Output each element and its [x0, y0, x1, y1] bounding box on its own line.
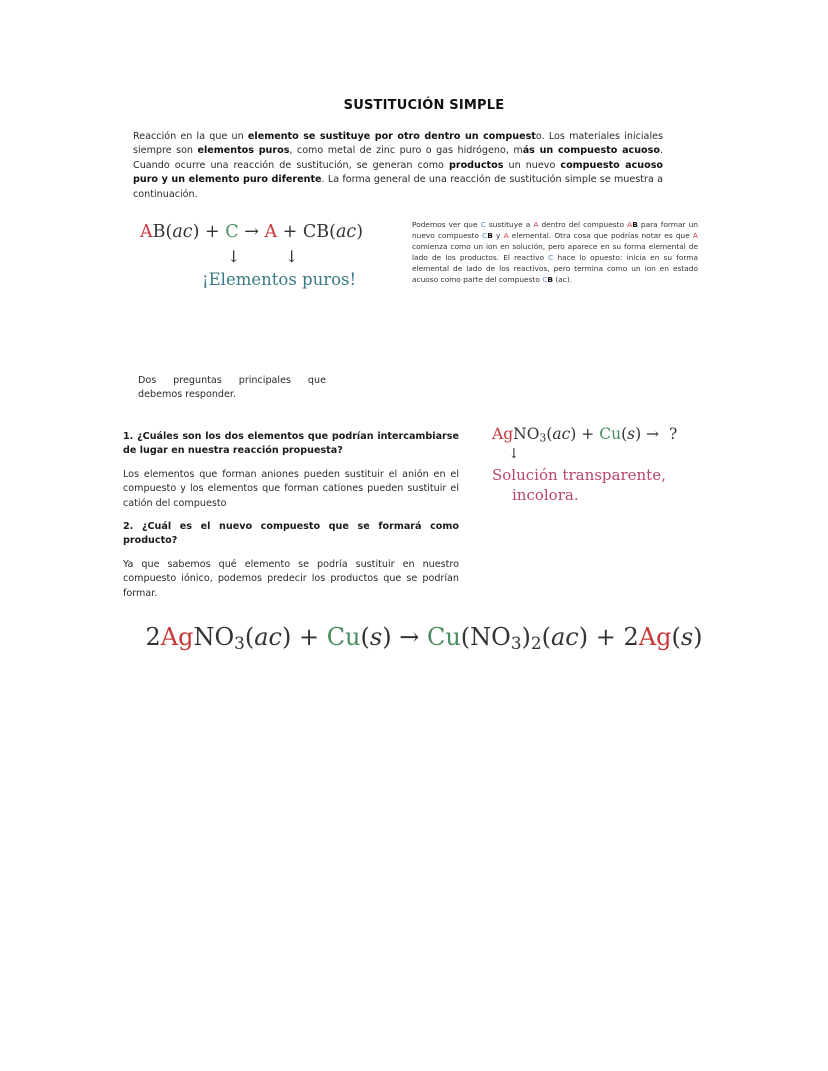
question-2: 2. ¿Cuál es el nuevo compuesto que se formará como producto? [123, 521, 459, 547]
note-text: dentro del compuesto [538, 220, 628, 229]
state-label: ac [550, 623, 579, 651]
nitrate-group: NO [513, 425, 540, 443]
intro-bold: ás un compuesto acuoso [522, 145, 660, 157]
note-text: y [492, 231, 504, 241]
state-label: ac [172, 222, 193, 242]
element-A: A [140, 222, 153, 242]
subscript: 2 [530, 633, 542, 654]
intro-bold: compuesto acuoso puro y un elemento puro diferente [133, 159, 664, 186]
plus-sign: + [595, 623, 616, 651]
unknown-product: ? [668, 425, 678, 443]
element-B: B [152, 222, 166, 242]
intro-text: un nuevo [503, 159, 561, 171]
reaction-arrow-icon: → [399, 623, 420, 651]
reaction-arrow-icon: → [646, 425, 660, 443]
down-arrow-icon: ↓ [227, 247, 241, 266]
intro-text: , como metal de zinc puro o gas hidrógeno, m [289, 145, 523, 157]
element-B: B [547, 275, 554, 285]
note-text: (ac). [553, 275, 573, 285]
element-A: A [692, 231, 698, 241]
element-C: C [548, 253, 554, 263]
note-text: comienza como un ion en solución, pero aparece en su forma elemental de lado de los productos. El reactivo [412, 242, 698, 263]
down-arrow-icon: ↓ [285, 247, 299, 266]
page-title: SUSTITUCIÓN SIMPLE [343, 98, 505, 113]
element-A: A [533, 220, 539, 229]
element-C: C [225, 222, 239, 242]
intro-bold: elemento se sustituye por otro dentro un compuest [247, 131, 536, 142]
two-questions-text: Dos preguntas principales que debemos responder. [138, 375, 326, 401]
state-label: s [369, 623, 383, 651]
note-text: para formar un nuevo compuesto [412, 220, 698, 241]
note-text: Podemos ver que [412, 220, 481, 229]
element-Cu: Cu [426, 623, 461, 651]
element-Ag: Ag [638, 623, 672, 651]
subscript: 3 [539, 431, 547, 445]
answer-2: Ya que sabemos qué elemento se podría sustituir en nuestro compuesto iónico, podemos predecir los productos que se podrían formar. [123, 559, 459, 599]
state-label: s [680, 623, 694, 651]
balanced-equation: 2AgNO$_3$(ac) + $Cu(s) \to Cu(NO_3)_2(ac) + 2Ag(s)$ [145, 623, 703, 654]
plus-sign: + [282, 222, 298, 242]
element-Ag: Ag [160, 623, 194, 651]
element-Cu: Cu [326, 623, 361, 651]
subscript: 3 [234, 633, 245, 654]
intro-text: o. Los materiales iniciales siempre son [133, 131, 664, 157]
element-C: C [542, 275, 548, 285]
coefficient: 2 [623, 623, 639, 651]
general-equation: AB(ac) + C → A + CB(ac) [140, 222, 364, 242]
element-B: B [487, 231, 493, 241]
pure-elements-label: ¡Elementos puros! [202, 270, 357, 289]
intro-text: . Cuando ocurre una reacción de sustitución, se generan como [133, 145, 664, 171]
observation-line: incolora. [512, 486, 579, 504]
nitrate-group: NO [193, 623, 235, 651]
intro-text: . La forma general de una reacción de sustitución simple se muestra a continuación. [133, 174, 663, 200]
element-Ag: Ag [492, 425, 514, 443]
side-note [412, 219, 698, 286]
element-A: A [627, 220, 633, 229]
state-label: ac [335, 222, 357, 242]
element-C: C [482, 231, 488, 241]
element-B: B [632, 220, 638, 229]
element-Cu: Cu [599, 425, 622, 443]
observation-line: Solución transparente, [492, 466, 666, 484]
plus-sign: + [204, 222, 220, 242]
intro-paragraph [133, 130, 663, 202]
note-text: hace lo opuesto: inicia en su forma elemental de lado de los reactivos, pero termina como un ion en estado acuoso como parte del compuesto [412, 253, 698, 285]
observation-label [492, 465, 666, 505]
question-1: 1. ¿Cuáles son los dos elementos que podrían intercambiarse de lugar en nuestra reacción propuesta? [123, 431, 459, 457]
state-label: ac [552, 425, 571, 443]
down-arrows [227, 247, 343, 266]
subscript: 3 [510, 633, 522, 654]
intro-bold: elementos puros [197, 145, 290, 157]
plus-sign: + [298, 623, 320, 651]
element-A: A [503, 231, 509, 241]
intro-text: Reacción en la que un [133, 131, 248, 142]
element-C: C [480, 220, 486, 229]
example-equation: AgNO$_3$(ac) + Cu(s) → ? [492, 425, 678, 445]
state-label: s [627, 425, 636, 443]
plus-sign: + [581, 425, 595, 443]
compound-CB: CB [302, 222, 330, 242]
note-text: sustituye a [485, 220, 534, 229]
state-label: ac [254, 623, 282, 651]
answer-1: Los elementos que forman aniones pueden sustituir el anión en el compuesto y los elementos que forman cationes pueden sustituir el catión del compuesto [123, 469, 459, 509]
intro-bold: productos [448, 159, 504, 171]
reaction-arrow-icon: → [244, 222, 259, 242]
down-arrow-icon: ↓ [508, 446, 520, 462]
element-A: A [264, 222, 278, 242]
coefficient: 2 [145, 623, 161, 651]
nitrate-group: NO [470, 623, 511, 651]
note-text: elemental. Otra cosa que podrías notar es que [508, 231, 693, 241]
